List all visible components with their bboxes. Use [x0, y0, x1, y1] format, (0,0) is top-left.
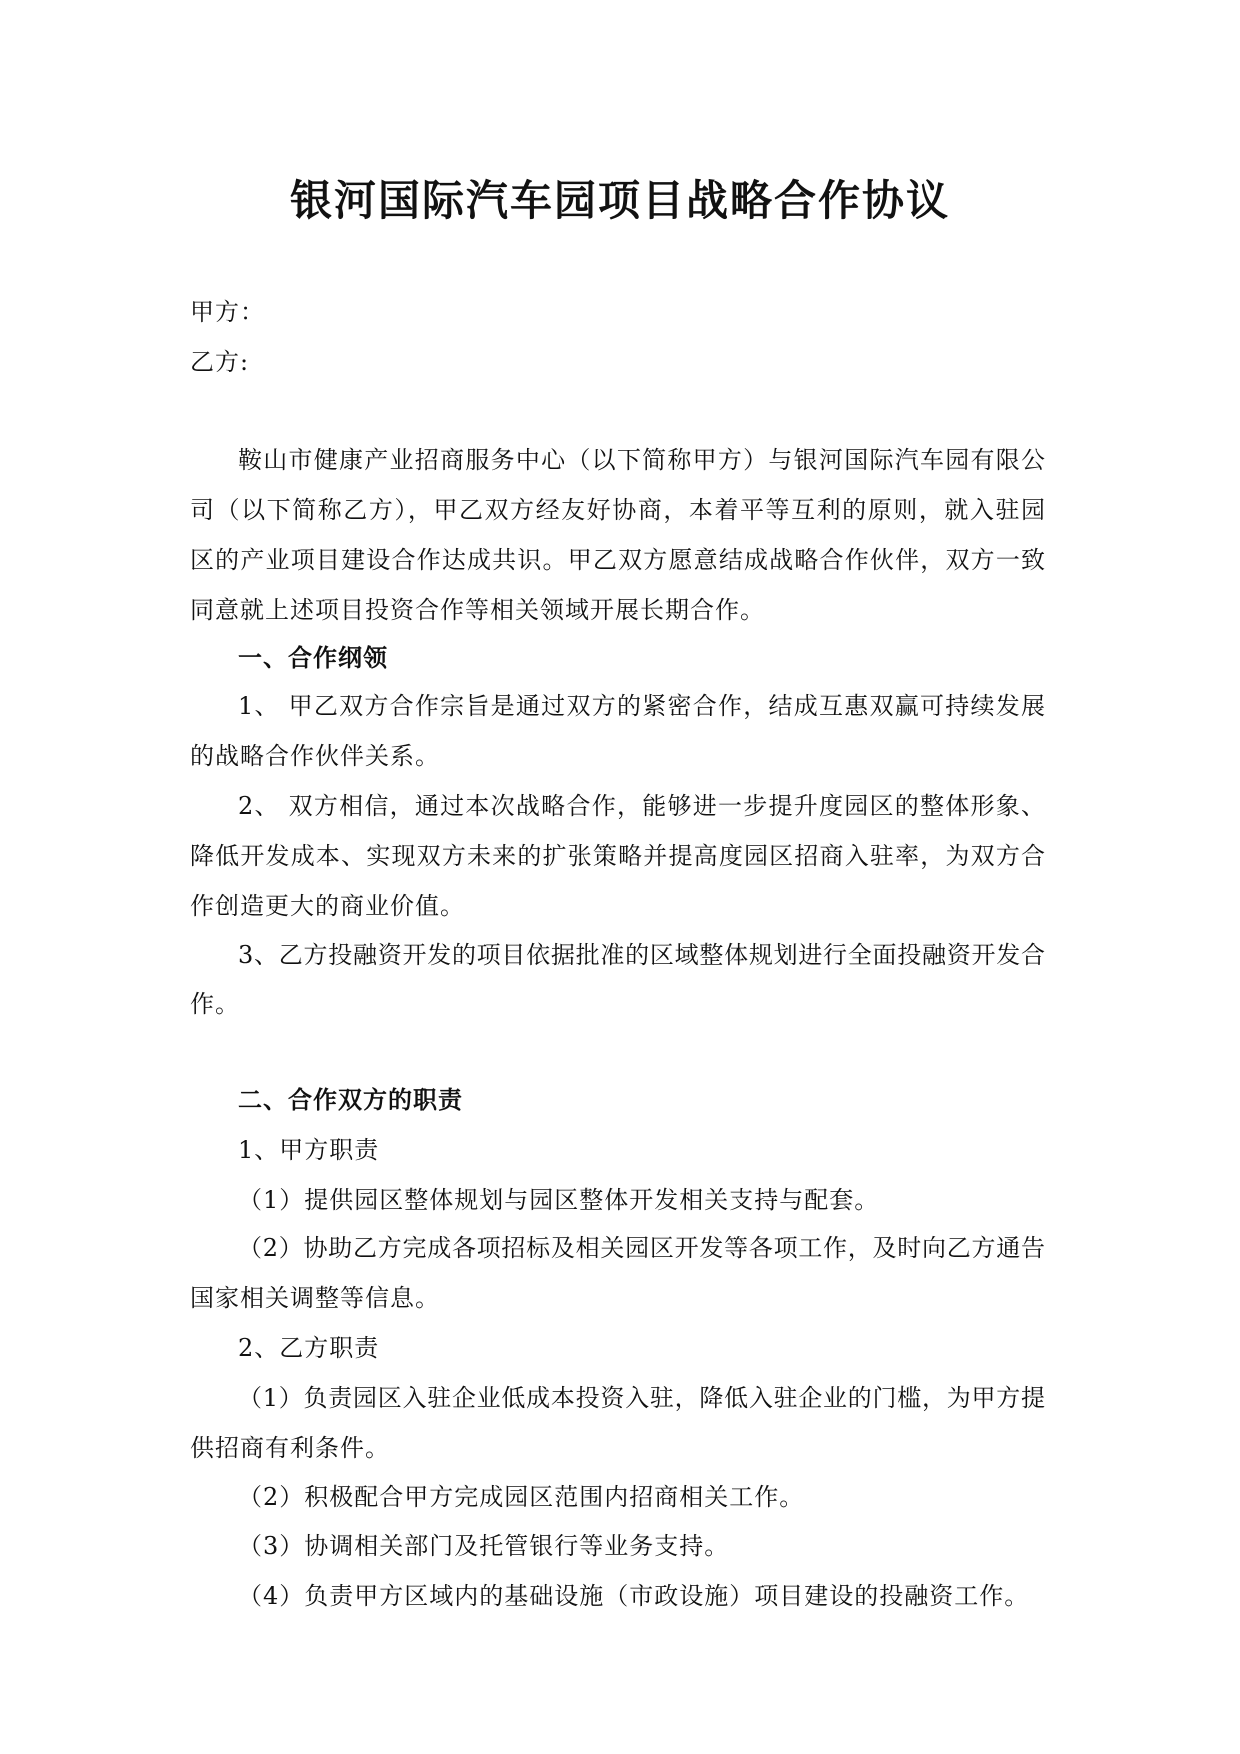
duty-line: （2）积极配合甲方完成园区范围内招商相关工作。 — [238, 1483, 805, 1511]
duty-line: （3）协调相关部门及托管银行等业务支持。 — [238, 1532, 730, 1560]
party-a-label: 甲方： — [190, 298, 265, 326]
duty-line: （2）协助乙方完成各项招标及相关园区开发等各项工作，及时向乙方通告 — [238, 1234, 1045, 1262]
duty-line: （1）负责园区入驻企业低成本投资入驻，降低入驻企业的门槛，为甲方提 — [238, 1384, 1045, 1412]
subsection-title: 1、甲方职责 — [238, 1136, 380, 1164]
intro-line: 司（以下简称乙方），甲乙双方经友好协商，本着平等互利的原则，就入驻园 — [190, 496, 1045, 524]
section-heading: 二、合作双方的职责 — [238, 1086, 463, 1114]
subsection-title: 2、乙方职责 — [238, 1334, 380, 1362]
duty-line: （1）提供园区整体规划与园区整体开发相关支持与配套。 — [238, 1186, 880, 1214]
intro-line: 鞍山市健康产业招商服务中心（以下简称甲方）与银河国际汽车园有限公 — [238, 446, 1045, 474]
document-title: 银河国际汽车园项目战略合作协议 — [289, 176, 950, 225]
clause-line: 1、 甲乙双方合作宗旨是通过双方的紧密合作，结成互惠双赢可持续发展 — [238, 692, 1045, 720]
duty-line: 供招商有利条件。 — [190, 1434, 390, 1462]
clause-line: 降低开发成本、实现双方未来的扩张策略并提高度园区招商入驻率，为双方合 — [190, 842, 1045, 870]
clause-line: 作创造更大的商业价值。 — [190, 892, 465, 920]
clause-line: 作。 — [190, 990, 240, 1018]
duty-line: （4）负责甲方区域内的基础设施（市政设施）项目建设的投融资工作。 — [238, 1582, 1030, 1610]
duty-line: 国家相关调整等信息。 — [190, 1284, 440, 1312]
clause-line: 的战略合作伙伴关系。 — [190, 742, 440, 770]
clause-line: 2、 双方相信，通过本次战略合作，能够进一步提升度园区的整体形象、 — [238, 792, 1045, 820]
section-heading: 一、合作纲领 — [238, 644, 388, 672]
party-b-label: 乙方: — [190, 348, 250, 376]
clause-line: 3、乙方投融资开发的项目依据批准的区域整体规划进行全面投融资开发合 — [238, 941, 1045, 969]
intro-line: 区的产业项目建设合作达成共识。甲乙双方愿意结成战略合作伙伴，双方一致 — [190, 546, 1045, 574]
intro-line: 同意就上述项目投资合作等相关领域开展长期合作。 — [190, 596, 765, 624]
